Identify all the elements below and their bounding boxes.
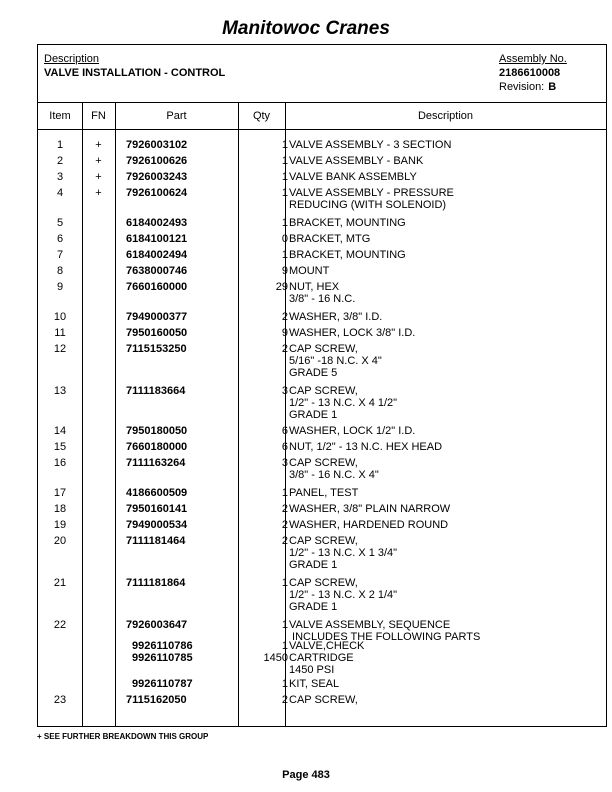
- item-number: 16: [53, 457, 67, 469]
- column-header-fn: FN: [91, 110, 106, 122]
- part-description: [289, 281, 599, 305]
- description-line: REDUCING (WITH SOLENOID): [289, 199, 447, 211]
- column-headers: [38, 102, 606, 130]
- part-description: [289, 311, 599, 323]
- description-line: CARTRIDGE: [289, 652, 354, 664]
- description-line: 1/2" - 13 N.C. X 2 1/4": [289, 589, 398, 601]
- part-number: 7111181464: [126, 535, 186, 547]
- description-line: BRACKET, MTG: [289, 233, 371, 245]
- description-label: Description: [44, 53, 100, 65]
- description-line: GRADE 5: [289, 367, 338, 379]
- fn-marker: [82, 343, 115, 355]
- part-number: 7115162050: [126, 694, 187, 706]
- description-line: WASHER, LOCK 3/8" I.D.: [289, 327, 416, 339]
- quantity: 1: [281, 249, 288, 261]
- item-number: 3: [56, 171, 64, 183]
- fn-marker: [82, 519, 115, 531]
- part-description: [289, 441, 599, 453]
- part-description: [289, 640, 599, 652]
- description-line: KIT, SEAL: [289, 678, 340, 690]
- part-number: 6184100121: [126, 233, 188, 245]
- column-header-part: Part: [166, 110, 187, 122]
- part-description: [289, 139, 599, 151]
- assembly-header: [38, 45, 606, 103]
- fn-marker: [82, 385, 115, 397]
- item-number: 22: [53, 619, 67, 631]
- description-line: CAP SCREW,: [289, 385, 358, 397]
- description-line: CAP SCREW,: [289, 577, 358, 589]
- fn-marker: +: [95, 155, 102, 167]
- part-number: 7950160050: [126, 327, 188, 339]
- description-line: VALVE ASSEMBLY - 3 SECTION: [289, 139, 452, 151]
- part-number: 7926100624: [126, 187, 188, 199]
- fn-marker: [82, 535, 115, 547]
- quantity: 1: [281, 171, 288, 183]
- fn-marker: [82, 327, 115, 339]
- part-description: [289, 678, 599, 690]
- description-line: CAP SCREW,: [289, 343, 358, 355]
- item-number: 11: [54, 327, 66, 339]
- quantity: 3: [281, 457, 288, 469]
- item-number: 7: [56, 249, 64, 261]
- part-description: [289, 233, 599, 245]
- item-number: 10: [53, 311, 67, 323]
- part-number: 6184002494: [126, 249, 188, 261]
- description-line: INCLUDES THE FOLLOWING PARTS: [289, 631, 481, 643]
- part-description: [289, 519, 599, 531]
- quantity: 29: [275, 281, 288, 293]
- description-line: GRADE 1: [289, 559, 338, 571]
- description-line: GRADE 1: [289, 409, 338, 421]
- quantity: 1: [281, 640, 288, 652]
- part-description: [289, 652, 599, 676]
- part-description: [289, 487, 599, 499]
- assembly-label: Assembly No.: [499, 53, 567, 65]
- item-number: 18: [53, 503, 67, 515]
- part-description: [289, 187, 599, 211]
- fn-marker: [82, 619, 115, 631]
- part-number: 9926110786: [132, 640, 193, 652]
- fn-marker: [82, 457, 115, 469]
- part-number: 7638000746: [126, 265, 188, 277]
- column-header-qty: Qty: [252, 110, 271, 122]
- part-number: 7926003647: [126, 619, 188, 631]
- quantity: 0: [281, 233, 288, 245]
- description-line: CAP SCREW,: [289, 457, 358, 469]
- revision: [499, 81, 556, 93]
- fn-marker: [82, 441, 115, 453]
- fn-marker: [82, 233, 115, 245]
- description-line: 5/16" -18 N.C. X 4": [289, 355, 382, 367]
- part-number: 7949000534: [126, 519, 188, 531]
- description-line: VALVE,CHECK: [289, 640, 365, 652]
- part-description: [289, 327, 599, 339]
- item-number: [38, 652, 82, 664]
- part-description: [289, 457, 599, 481]
- description-line: 3/8" - 16 N.C.: [289, 293, 356, 305]
- fn-marker: [82, 678, 115, 690]
- item-number: 14: [53, 425, 67, 437]
- description-line: WASHER, 3/8" I.D.: [289, 311, 383, 323]
- description-line: VALVE BANK ASSEMBLY: [289, 171, 417, 183]
- description-line: VALVE ASSEMBLY - BANK: [289, 155, 424, 167]
- part-description: [289, 425, 599, 437]
- part-number: 7660160000: [126, 281, 188, 293]
- part-number: 7950180050: [126, 425, 188, 437]
- description-line: MOUNT: [289, 265, 330, 277]
- item-number: 13: [53, 385, 67, 397]
- quantity: 2: [281, 503, 288, 515]
- part-description: [289, 694, 599, 706]
- quantity: 1: [281, 487, 288, 499]
- fn-marker: [82, 577, 115, 589]
- item-number: 23: [53, 694, 67, 706]
- quantity: 3: [281, 385, 288, 397]
- fn-marker: [82, 652, 115, 664]
- quantity: 1: [281, 619, 288, 631]
- part-description: [289, 343, 599, 379]
- quantity: 1: [281, 577, 288, 589]
- description-line: WASHER, LOCK 1/2" I.D.: [289, 425, 416, 437]
- parts-list-frame: [37, 44, 607, 727]
- quantity: 1450: [263, 652, 288, 664]
- item-number: 17: [53, 487, 67, 499]
- description-line: BRACKET, MOUNTING: [289, 217, 406, 229]
- quantity: 6: [281, 441, 288, 453]
- fn-marker: [82, 425, 115, 437]
- part-number: 7926003243: [126, 171, 188, 183]
- item-number: 6: [56, 233, 64, 245]
- fn-marker: [82, 249, 115, 261]
- quantity: 2: [281, 694, 288, 706]
- quantity: 2: [281, 519, 288, 531]
- part-description: [289, 503, 599, 515]
- description-line: 1/2" - 13 N.C. X 1 3/4": [289, 547, 398, 559]
- fn-marker: [82, 503, 115, 515]
- part-number: 7111163264: [126, 457, 186, 469]
- description-line: 3/8" - 16 N.C. X 4": [289, 469, 379, 481]
- description-line: CAP SCREW,: [289, 694, 358, 706]
- fn-marker: [82, 217, 115, 229]
- fn-marker: [82, 694, 115, 706]
- part-description: [289, 265, 599, 277]
- quantity: 2: [281, 535, 288, 547]
- part-number: 7926100626: [126, 155, 188, 167]
- assembly-number: 2186610008: [499, 67, 561, 79]
- quantity: 1: [281, 187, 288, 199]
- description-line: WASHER, 3/8" PLAIN NARROW: [289, 503, 451, 515]
- item-number: 9: [56, 281, 64, 293]
- item-number: [38, 678, 82, 690]
- part-description: [289, 577, 599, 613]
- column-header-description: Description: [417, 110, 474, 122]
- quantity: 9: [281, 265, 288, 277]
- fn-marker: [82, 311, 115, 323]
- part-number: 7115153250: [126, 343, 187, 355]
- fn-marker: +: [95, 171, 102, 183]
- description-line: NUT, HEX: [289, 281, 340, 293]
- revision-label: Revision:: [499, 81, 545, 93]
- item-number: 21: [53, 577, 67, 589]
- part-number: 4186600509: [126, 487, 188, 499]
- part-number: 7950160141: [126, 503, 188, 515]
- fn-marker: [82, 265, 115, 277]
- quantity: 2: [281, 311, 288, 323]
- item-number: 5: [56, 217, 64, 229]
- fn-marker: [82, 281, 115, 293]
- description-line: VALVE ASSEMBLY - PRESSURE: [289, 187, 454, 199]
- description-line: GRADE 1: [289, 601, 338, 613]
- item-number: [38, 640, 82, 652]
- part-number: 7111181864: [126, 577, 186, 589]
- fn-marker: [82, 487, 115, 499]
- item-number: 19: [53, 519, 67, 531]
- footnote: + SEE FURTHER BREAKDOWN THIS GROUP: [37, 732, 209, 741]
- part-number: 9926110787: [132, 678, 193, 690]
- part-number: 7111183664: [126, 385, 186, 397]
- item-number: 20: [53, 535, 67, 547]
- description-line: NUT, 1/2" - 13 N.C. HEX HEAD: [289, 441, 443, 453]
- description-line: VALVE ASSEMBLY, SEQUENCE: [289, 619, 451, 631]
- item-number: 12: [53, 343, 67, 355]
- part-number: 7926003102: [126, 139, 188, 151]
- quantity: 2: [281, 343, 288, 355]
- revision-value: B: [548, 81, 557, 93]
- part-description: [289, 385, 599, 421]
- quantity: 9: [281, 327, 288, 339]
- column-header-item: Item: [49, 110, 71, 122]
- document-title: Manitowoc Cranes: [222, 18, 390, 39]
- description-line: WASHER, HARDENED ROUND: [289, 519, 449, 531]
- part-number: 9926110785: [132, 652, 193, 664]
- quantity: 1: [281, 155, 288, 167]
- quantity: 1: [281, 139, 288, 151]
- parts-table-body: [38, 129, 606, 726]
- description-line: CAP SCREW,: [289, 535, 358, 547]
- item-number: 1: [56, 139, 64, 151]
- item-number: 4: [56, 187, 64, 199]
- description-value: VALVE INSTALLATION - CONTROL: [44, 67, 226, 79]
- part-description: [289, 171, 599, 183]
- part-description: [289, 535, 599, 571]
- part-description: [289, 155, 599, 167]
- fn-marker: +: [95, 139, 102, 151]
- fn-marker: +: [95, 187, 102, 199]
- part-number: 6184002493: [126, 217, 188, 229]
- quantity: 6: [281, 425, 288, 437]
- description-line: 1/2" - 13 N.C. X 4 1/2": [289, 397, 398, 409]
- fn-marker: [82, 640, 115, 652]
- item-number: 8: [56, 265, 64, 277]
- description-line: PANEL, TEST: [289, 487, 359, 499]
- item-number: 2: [56, 155, 64, 167]
- description-line: BRACKET, MOUNTING: [289, 249, 406, 261]
- part-number: 7949000377: [126, 311, 188, 323]
- item-number: 15: [53, 441, 67, 453]
- part-description: [289, 249, 599, 261]
- part-description: [289, 217, 599, 229]
- quantity: 1: [281, 678, 288, 690]
- description-line: 1450 PSI: [289, 664, 335, 676]
- page-number: Page 483: [282, 769, 330, 781]
- quantity: 1: [281, 217, 288, 229]
- part-number: 7660180000: [126, 441, 188, 453]
